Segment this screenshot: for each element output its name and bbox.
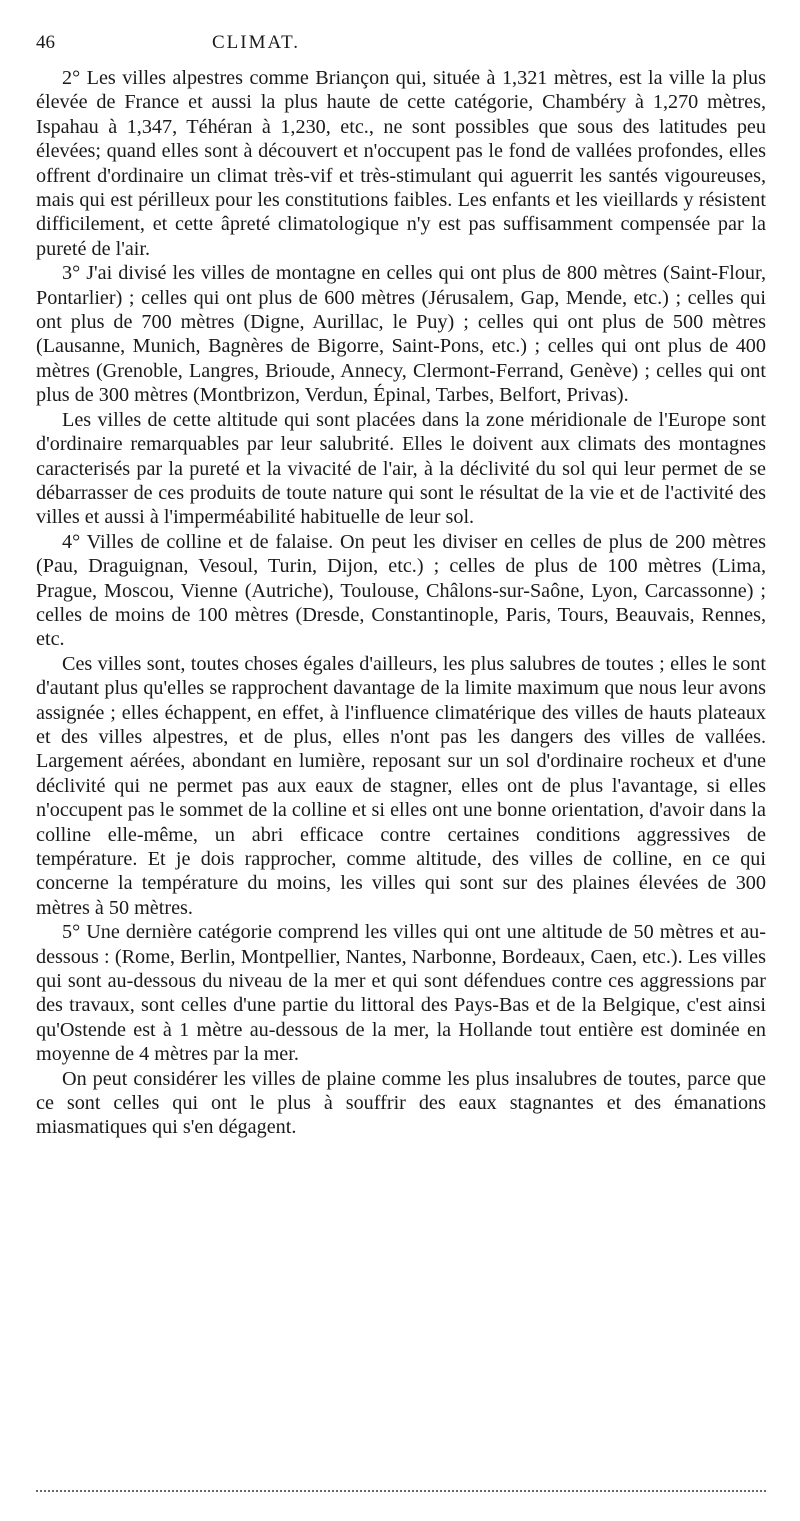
paragraph-hill-towns: 4° Villes de colline et de falaise. On peut les diviser en celles de plus de 200 mètres (Pau, Draguignan, Vesoul, Turin, Dijon, etc.) ; celles de plus de 100 mètres (Lima, Prague, Moscou, Vienne (Autriche), Toulouse, Châlons-sur-Saône, Lyon, Carcassonne) ; celles de moins de 100 mètres (Dresde, Constantinople, Paris, Tours, Beauvais, Rennes, etc. bbox=[36, 530, 766, 651]
running-title: CLIMAT. bbox=[211, 32, 301, 53]
paragraph-hill-salubrity: Ces villes sont, toutes choses égales d'ailleurs, les plus salubres de toutes ; elles le sont d'autant plus qu'elles se rapprochent davantage de la limite maximum que nous leur avons assignée ; elles échappent, en effet, à l'influence climatérique des villes de hauts plateaux et des villes alpestres, et de plus, elles n'ont pas les dangers des villes de vallées. Largement aérées, abondant en lumière, reposant sur un sol d'ordinaire rocheux et d'une déclivité qui ne permet pas aux eaux de stagner, elles ont de plus l'avantage, si elles n'occupent pas le sommet de la colline et si elles ont une bonne orientation, d'avoir dans la colline elle-même, un abri efficace contre certaines conditions aggressives de température. Et je dois rapprocher, comme altitude, des villes de colline, en ce qui concerne la température du moins, les villes qui sont sur des plaines élevées de 300 mètres à 50 mètres. bbox=[36, 652, 766, 919]
body-text bbox=[36, 66, 766, 1140]
paragraph-mountain-salubrity: Les villes de cette altitude qui sont placées dans la zone méridionale de l'Europe sont d'ordinaire remarquables par leur salubrité. Elles le doivent aux climats des montagnes caracterisés par la pureté et la vivacité de l'air, à la déclivité du sol qui leur permet de se débarrasser de ces produits de toute nature qui sont le résultat de la vie et de l'activité des villes et aussi à l'imperméabilité habituelle de leur sol. bbox=[36, 408, 766, 529]
book-page bbox=[36, 0, 766, 1521]
page-header bbox=[36, 30, 766, 56]
paragraph-low-towns: 5° Une dernière catégorie comprend les villes qui ont une altitude de 50 mètres et au-dessous : (Rome, Berlin, Montpellier, Nantes, Narbonne, Bordeaux, Caen, etc.). Les villes qui sont au-dessous du niveau de la mer et qui sont défendues contre ces aggressions par des travaux, sont celles d'une partie du littoral des Pays-Bas et de la Belgique, c'est ainsi qu'Ostende est à 1 mètre au-dessous de la mer, la Hollande tout entière est dominée en moyenne de 4 mètres par la mer. bbox=[36, 921, 766, 1066]
page-number: 46 bbox=[36, 32, 55, 53]
paragraph-plain-towns: On peut considérer les villes de plaine comme les plus insalubres de toutes, parce que ce sont celles qui ont le plus à souffrir des eaux stagnantes et des émanations miasmatiques qui s'en dégagent. bbox=[36, 1067, 766, 1139]
paragraph-mountain-towns: 3° J'ai divisé les villes de montagne en celles qui ont plus de 800 mètres (Saint-Flour, Pontarlier) ; celles qui ont plus de 600 mètres (Jérusalem, Gap, Mende, etc.) ; celles qui ont plus de 700 mètres (Digne, Aurillac, le Puy) ; celles qui ont plus de 500 mètres (Lausanne, Munich, Bagnères de Bigorre, Saint-Pons, etc.) ; celles qui ont plus de 400 mètres (Grenoble, Langres, Brioude, Annecy, Clermont-Ferrand, Genève) ; celles qui ont plus de 300 mètres (Montbrizon, Verdun, Épinal, Tarbes, Belfort, Privas). bbox=[36, 262, 766, 407]
footer-dotted-rule bbox=[36, 1490, 766, 1492]
paragraph-alpine-towns: 2° Les villes alpestres comme Briançon qui, située à 1,321 mètres, est la ville la plus élevée de France et aussi la plus haute de cette catégorie, Chambéry à 1,270 mètres, Ispahau à 1,347, Téhéran à 1,230, etc., ne sont possibles que sous des latitudes peu élevées; quand elles sont à découvert et n'occupent pas le fond de vallées profondes, elles offrent d'ordinaire un climat très-vif et très-stimulant qui aguerrit les santés vigoureuses, mais qui est périlleux pour les constitutions faibles. Les enfants et les vieillards y résistent difficilement, et cette âpreté climatologique n'y est pas suffisamment compensée par la pureté de l'air. bbox=[36, 67, 766, 260]
